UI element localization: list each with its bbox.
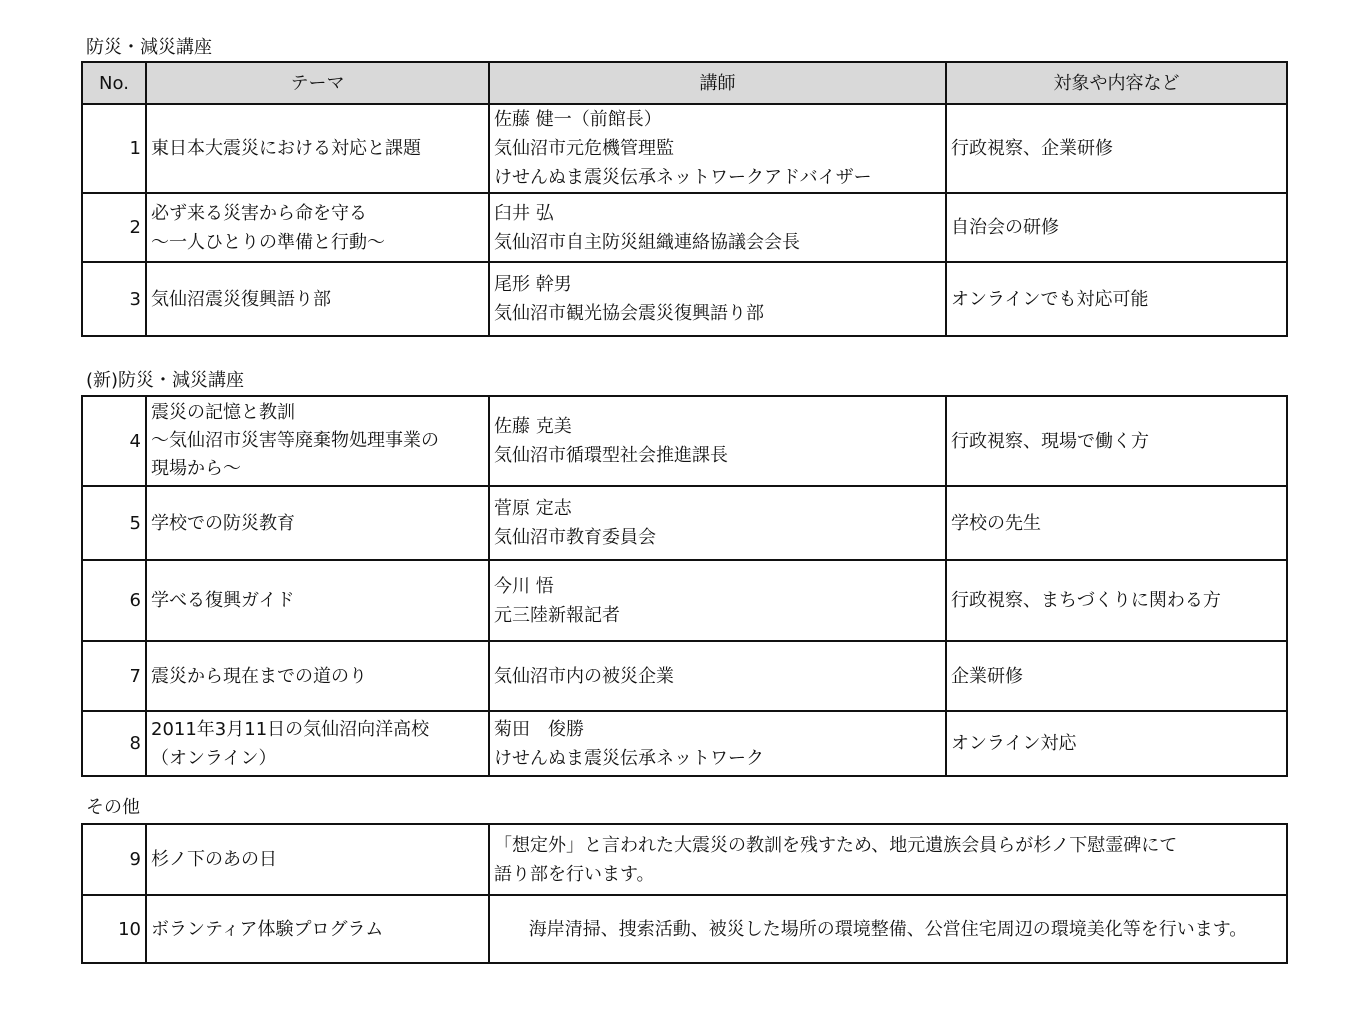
lecturer-line: 菅原 定志	[494, 498, 572, 519]
theme-line: （オンライン）	[151, 747, 277, 769]
description-line: 海岸清掃、捜索活動、被災した場所の環境整備、公営住宅周辺の環境美化等を行います。	[528, 918, 1248, 940]
lecturer-line: 気仙沼市自主防災組織連絡協議会会長	[494, 231, 800, 253]
table-row	[82, 895, 1287, 963]
row-theme	[146, 895, 489, 963]
row-lecturer	[489, 560, 946, 641]
lecturer-line: 菊田 俊勝	[494, 718, 584, 740]
row-theme	[146, 560, 489, 641]
lecturer-line: けせんぬま震災伝承ネットワークアドバイザー	[494, 167, 872, 188]
lecturer-line: けせんぬま震災伝承ネットワーク	[494, 747, 764, 769]
theme-line: 気仙沼震災復興語り部	[151, 288, 331, 310]
row-number: 6	[82, 560, 146, 641]
header-no: No.	[82, 62, 146, 104]
lecturer-line: 気仙沼市循環型社会推進課長	[494, 445, 728, 466]
row-theme	[146, 396, 489, 486]
theme-line: 必ず来る災害から命を守る	[151, 202, 367, 224]
row-target: 行政視察、企業研修	[946, 104, 1287, 193]
description-line: 「想定外」と言われた大震災の教訓を残すため、地元遺族会員らが杉ノ下慰霊碑にて	[494, 834, 1178, 856]
lecturer-line: 気仙沼市内の被災企業	[494, 665, 674, 687]
row-number: 5	[82, 486, 146, 560]
row-number: 8	[82, 711, 146, 776]
row-lecturer	[489, 486, 946, 560]
bosai-table	[81, 61, 1288, 337]
table-row	[82, 824, 1287, 895]
header-target: 対象や内容など	[946, 62, 1287, 104]
table-header-row	[82, 62, 1287, 104]
lecturer-line: 気仙沼市元危機管理監	[494, 138, 674, 159]
row-theme	[146, 486, 489, 560]
row-theme	[146, 193, 489, 262]
row-number: 2	[82, 193, 146, 262]
row-theme	[146, 262, 489, 336]
row-theme	[146, 104, 489, 193]
table-row	[82, 104, 1287, 193]
row-lecturer	[489, 711, 946, 776]
lecturer-line: 元三陸新報記者	[494, 604, 620, 626]
theme-line: ～気仙沼市災害等廃棄物処理事業の	[151, 430, 439, 451]
row-number: 4	[82, 396, 146, 486]
lecturer-line: 臼井 弘	[494, 202, 554, 224]
row-theme	[146, 824, 489, 895]
row-target: オンライン対応	[946, 711, 1287, 776]
row-target: 学校の先生	[946, 486, 1287, 560]
table-row	[82, 641, 1287, 711]
theme-line: 震災から現在までの道のり	[151, 665, 367, 687]
row-number: 1	[82, 104, 146, 193]
row-lecturer	[489, 262, 946, 336]
row-description	[489, 824, 1287, 895]
lecturer-line: 佐藤 克美	[494, 416, 572, 437]
row-description	[489, 895, 1287, 963]
row-lecturer	[489, 193, 946, 262]
lecturer-line: 今川 悟	[494, 575, 554, 597]
other-table	[81, 823, 1288, 964]
theme-line: 東日本大震災における対応と課題	[151, 138, 421, 159]
row-number: 7	[82, 641, 146, 711]
row-lecturer	[489, 104, 946, 193]
theme-line: 2011年3月11日の気仙沼向洋高校	[151, 718, 430, 740]
row-number: 3	[82, 262, 146, 336]
row-number: 9	[82, 824, 146, 895]
row-target: 企業研修	[946, 641, 1287, 711]
table-row	[82, 560, 1287, 641]
theme-line: 学べる復興ガイド	[151, 590, 295, 611]
table-row	[82, 711, 1287, 776]
row-target: 行政視察、まちづくりに関わる方	[946, 560, 1287, 641]
row-number: 10	[82, 895, 146, 963]
new-bosai-table	[81, 395, 1288, 777]
lecturer-line: 気仙沼市教育委員会	[494, 527, 656, 548]
section-title-other: その他	[86, 797, 140, 818]
theme-line: 現場から～	[151, 458, 241, 479]
theme-line: 学校での防災教育	[151, 512, 295, 534]
table-row	[82, 486, 1287, 560]
theme-line: 震災の記憶と教訓	[151, 402, 295, 423]
lecturer-line: 佐藤 健一（前館長）	[494, 109, 662, 130]
theme-line: ボランティア体験プログラム	[151, 918, 384, 940]
row-target: 行政視察、現場で働く方	[946, 396, 1287, 486]
header-theme: テーマ	[146, 62, 489, 104]
row-lecturer	[489, 396, 946, 486]
row-lecturer	[489, 641, 946, 711]
row-theme	[146, 711, 489, 776]
table-row	[82, 396, 1287, 486]
lecturer-line: 尾形 幹男	[494, 274, 572, 295]
header-lecturer: 講師	[489, 62, 946, 104]
lecturer-line: 気仙沼市観光協会震災復興語り部	[494, 303, 764, 324]
theme-line: 杉ノ下のあの日	[151, 849, 277, 870]
theme-line: ～一人ひとりの準備と行動～	[151, 231, 385, 253]
row-target: オンラインでも対応可能	[946, 262, 1287, 336]
table-row	[82, 193, 1287, 262]
section-title-bosai: 防災・減災講座	[86, 37, 212, 58]
section-title-new-bosai: (新)防災・減災講座	[86, 370, 245, 391]
table-row	[82, 262, 1287, 336]
row-theme	[146, 641, 489, 711]
row-target: 自治会の研修	[946, 193, 1287, 262]
description-line: 語り部を行います。	[494, 863, 655, 885]
